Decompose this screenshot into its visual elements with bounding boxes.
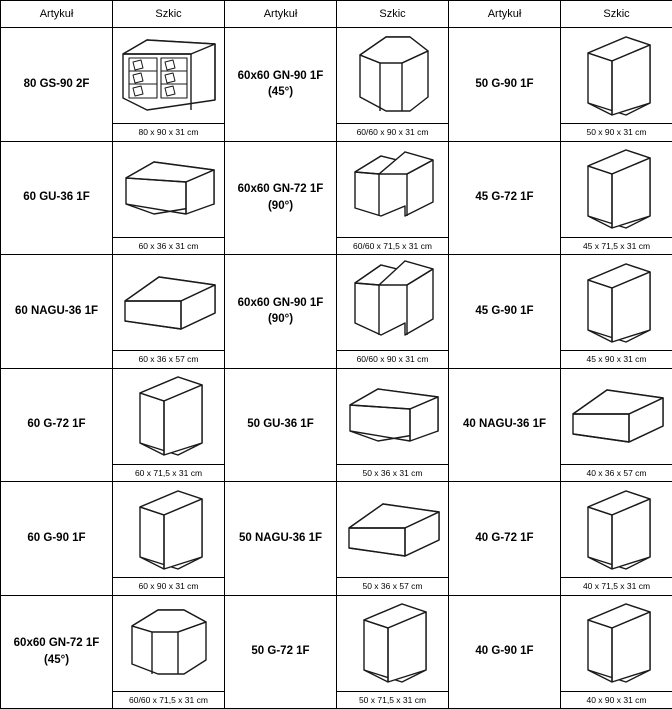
cabinet-sketch-icon	[561, 142, 672, 237]
product-code: 40 G-90 1F	[475, 645, 534, 658]
product-code: 45 G-90 1F	[475, 304, 534, 317]
product-name-cell	[1, 482, 113, 596]
cabinet-sketch-icon	[113, 255, 224, 350]
cabinet-sketch-icon	[113, 482, 224, 577]
dimensions-label: 60/60 x 71,5 x 31 cm	[337, 237, 448, 255]
product-name-cell	[1, 595, 113, 709]
cabinet-sketch-icon	[561, 255, 672, 350]
product-name-cell	[1, 28, 113, 142]
dimensions-label: 60/60 x 90 x 31 cm	[337, 350, 448, 368]
product-sketch-cell	[561, 141, 672, 255]
table-row	[1, 255, 672, 369]
product-name-cell	[449, 141, 561, 255]
dimensions-label: 80 x 90 x 31 cm	[113, 123, 224, 141]
product-sketch-cell	[113, 368, 225, 482]
dimensions-label: 50 x 90 x 31 cm	[561, 123, 672, 141]
cabinet-sketch-icon	[113, 369, 224, 464]
cabinet-sketch-icon	[113, 142, 224, 237]
column-header-artykul-1: Artykuł	[1, 1, 113, 28]
dimensions-label: 60 x 36 x 31 cm	[113, 237, 224, 255]
dimensions-label: 45 x 71,5 x 31 cm	[561, 237, 672, 255]
product-code: 60 NAGU-36 1F	[14, 304, 99, 317]
dimensions-label: 50 x 36 x 57 cm	[337, 577, 448, 595]
product-name-cell	[449, 482, 561, 596]
product-sketch-cell	[337, 595, 449, 709]
product-code: 50 NAGU-36 1F	[238, 531, 323, 544]
product-sketch-cell	[113, 255, 225, 369]
dimensions-label: 40 x 36 x 57 cm	[561, 464, 672, 482]
column-header-artykul-3: Artykuł	[449, 1, 561, 28]
cabinet-sketch-icon	[113, 28, 224, 123]
product-sketch-cell	[337, 141, 449, 255]
table-body	[1, 28, 672, 709]
product-name-cell	[225, 595, 337, 709]
product-sketch-cell	[337, 28, 449, 142]
product-code: 40 G-72 1F	[475, 531, 534, 544]
cabinet-sketch-icon	[561, 369, 672, 464]
dimensions-label: 40 x 90 x 31 cm	[561, 691, 672, 709]
product-code: 50 G-90 1F	[475, 77, 534, 90]
product-code: 60x60 GN-90 1F	[237, 296, 324, 309]
table-row	[1, 28, 672, 142]
product-code: 50 GU-36 1F	[247, 418, 314, 431]
cabinet-sketch-icon	[337, 596, 448, 691]
cabinet-sketch-icon	[337, 369, 448, 464]
product-angle-note: (90°)	[267, 313, 294, 326]
product-sketch-cell	[113, 482, 225, 596]
product-sketch-cell	[337, 482, 449, 596]
product-code: 60 G-90 1F	[27, 531, 86, 544]
cabinet-sketch-icon	[561, 28, 672, 123]
cabinet-sketch-icon	[337, 482, 448, 577]
column-header-artykul-2: Artykuł	[225, 1, 337, 28]
cabinet-sketch-icon	[561, 596, 672, 691]
product-angle-note: (45°)	[43, 653, 70, 666]
product-sketch-cell	[561, 482, 672, 596]
product-sketch-cell	[113, 595, 225, 709]
product-code: 40 NAGU-36 1F	[462, 418, 547, 431]
product-name-cell	[449, 595, 561, 709]
table-header	[1, 1, 672, 28]
product-name-cell	[1, 141, 113, 255]
product-name-cell	[1, 368, 113, 482]
product-code: 60x60 GN-72 1F	[13, 637, 100, 650]
product-code: 60 G-72 1F	[27, 418, 86, 431]
cabinet-sketch-icon	[113, 596, 224, 691]
dimensions-label: 60 x 36 x 57 cm	[113, 350, 224, 368]
dimensions-label: 60 x 90 x 31 cm	[113, 577, 224, 595]
product-sketch-cell	[337, 255, 449, 369]
dimensions-label: 50 x 36 x 31 cm	[337, 464, 448, 482]
product-name-cell	[225, 141, 337, 255]
product-code: 60x60 GN-90 1F	[237, 69, 324, 82]
dimensions-label: 60/60 x 71,5 x 31 cm	[113, 691, 224, 709]
product-code: 45 G-72 1F	[475, 191, 534, 204]
product-name-cell	[225, 255, 337, 369]
table-row	[1, 482, 672, 596]
table-row	[1, 368, 672, 482]
cabinet-sketch-icon	[337, 142, 448, 237]
cabinet-sketch-icon	[337, 28, 448, 123]
product-sketch-cell	[113, 28, 225, 142]
product-code: 60 GU-36 1F	[23, 191, 90, 204]
dimensions-label: 45 x 90 x 31 cm	[561, 350, 672, 368]
product-code: 60x60 GN-72 1F	[237, 183, 324, 196]
dimensions-label: 50 x 71,5 x 31 cm	[337, 691, 448, 709]
product-sketch-cell	[561, 368, 672, 482]
dimensions-label: 60/60 x 90 x 31 cm	[337, 123, 448, 141]
product-angle-note: (90°)	[267, 199, 294, 212]
product-code: 50 G-72 1F	[251, 645, 310, 658]
product-sketch-cell	[113, 141, 225, 255]
column-header-szkic-3: Szkic	[561, 1, 672, 28]
table-row	[1, 141, 672, 255]
product-sketch-cell	[561, 255, 672, 369]
product-name-cell	[1, 255, 113, 369]
dimensions-label: 60 x 71,5 x 31 cm	[113, 464, 224, 482]
product-name-cell	[449, 255, 561, 369]
header-row	[1, 1, 672, 28]
product-code: 80 GS-90 2F	[23, 77, 90, 90]
product-name-cell	[449, 28, 561, 142]
column-header-szkic-1: Szkic	[113, 1, 225, 28]
dimensions-label: 40 x 71,5 x 31 cm	[561, 577, 672, 595]
product-name-cell	[449, 368, 561, 482]
product-name-cell	[225, 368, 337, 482]
product-name-cell	[225, 482, 337, 596]
product-angle-note: (45°)	[267, 86, 294, 99]
cabinet-sketch-icon	[337, 255, 448, 350]
product-name-cell	[225, 28, 337, 142]
product-sketch-cell	[561, 28, 672, 142]
product-sketch-cell	[561, 595, 672, 709]
product-sketch-cell	[337, 368, 449, 482]
table-row	[1, 595, 672, 709]
cabinet-sketch-icon	[561, 482, 672, 577]
column-header-szkic-2: Szkic	[337, 1, 449, 28]
